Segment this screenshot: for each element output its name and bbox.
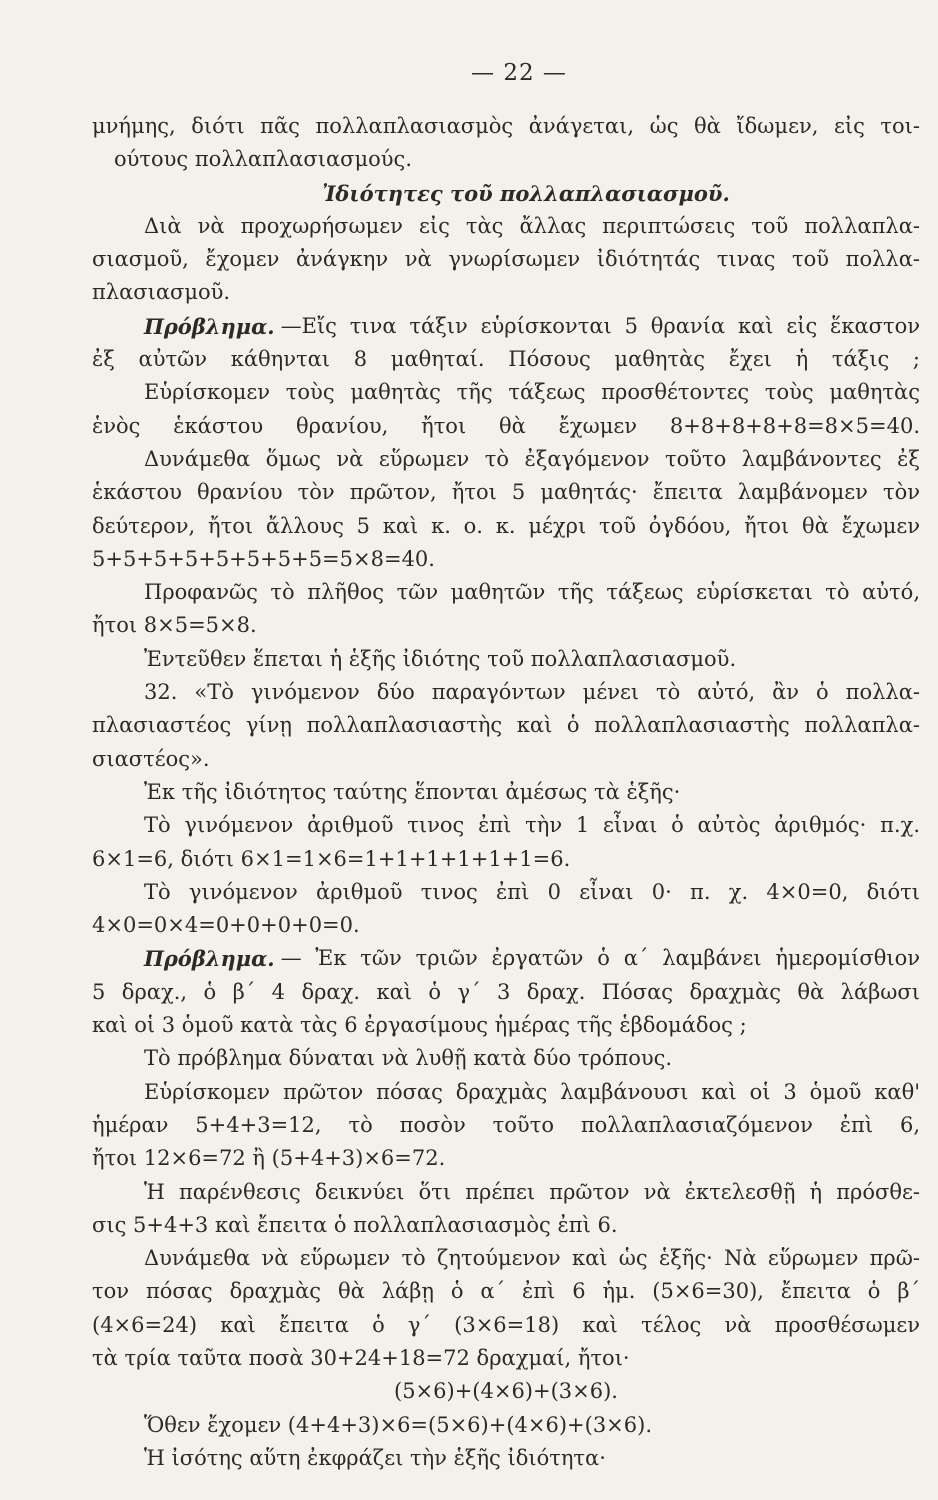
section-heading: Ἰδιότητες τοῦ πολλαπλασιασμοῦ. (322, 180, 730, 206)
text-line: Τὸ πρόβλημα δύναται νὰ λυθῇ κατὰ δύο τρόπους. (144, 1046, 673, 1071)
text-line: Ἡ ἰσότης αὕτη ἐκφράζει τὴν ἑξῆς ἰδιότητα· (144, 1445, 606, 1470)
text-line: καὶ οἱ 3 ὁμοῦ κατὰ τὰς 6 ἐργασίμους ἡμέρας τῆς ἑβδομάδος ; (92, 1013, 747, 1038)
text-line: Ἐντεῦθεν ἕπεται ἡ ἑξῆς ἰδιότης τοῦ πολλαπλασιασμοῦ. (144, 646, 737, 671)
equation-line: 5+5+5+5+5+5+5+5=5×8=40. (92, 546, 435, 571)
text-line: σιασμοῦ, ἔχομεν ἀνάγκην νὰ γνωρίσωμεν ἰδιότητάς τινας τοῦ πολλα- (92, 247, 920, 272)
equation-line: (5×6)+(4×6)+(3×6). (394, 1379, 618, 1404)
equation-line: Ὅθεν ἔχομεν (4+4+3)×6=(5×6)+(4×6)+(3×6). (144, 1412, 652, 1437)
text-line: Ἐκ τῆς ἰδιότητος ταύτης ἕπονται ἀμέσως τὰ ἑξῆς· (144, 779, 681, 804)
text-line: Εὑρίσκομεν τοὺς μαθητὰς τῆς τάξεως προσθέτοντες τοὺς μαθητὰς (144, 380, 920, 405)
text-line: πλασιασμοῦ. (92, 280, 231, 305)
page-number: — 22 — (471, 60, 567, 86)
problem-text: — Ἐκ τῶν τριῶν ἐργατῶν ὁ α΄ λαμβάνει ἡμερομίσθιον (280, 946, 920, 971)
text-line: Δυνάμεθα νὰ εὕρωμεν τὸ ζητούμενον καὶ ὡς ἑξῆς· Νὰ εὕρωμεν πρῶ- (144, 1246, 920, 1271)
rule-statement: πλασιαστέος γίνῃ πολλαπλασιαστὴς καὶ ὁ πολλαπλασιαστὴς πολλαπλα- (92, 713, 920, 738)
text-line: τον πόσας δραχμὰς θὰ λάβῃ ὁ α΄ ἐπὶ 6 ἡμ. (5×6=30), ἔπειτα ὁ β΄ (92, 1279, 920, 1304)
text-line: ἑνὸς ἑκάστου θρανίου, ἤτοι θὰ ἔχωμεν 8+8+8+8+8=8×5=40. (92, 413, 920, 438)
text-line: 5 δραχ., ὁ β΄ 4 δραχ. καὶ ὁ γ΄ 3 δραχ. Πόσας δραχμὰς θὰ λάβωσι (92, 979, 920, 1004)
equation-line: ἤτοι 8×5=5×8. (92, 613, 257, 638)
equation-line: ἤτοι 12×6=72 ἢ (5+4+3)×6=72. (92, 1146, 446, 1171)
text-line: ἑκάστου θρανίου τὸν πρῶτον, ἤτοι 5 μαθητάς· ἔπειτα λαμβάνομεν τὸν (92, 480, 920, 505)
rule-statement: 32. «Τὸ γινόμενον δύο παραγόντων μένει τὸ αὐτό, ἂν ὁ πολλα- (144, 680, 920, 705)
text-line: Δυνάμεθα ὅμως νὰ εὕρωμεν τὸ ἐξαγόμενον τοῦτο λαμβάνοντες ἐξ (144, 446, 920, 471)
text-line: Εὑρίσκομεν πρῶτον πόσας δραχμὰς λαμβάνουσι καὶ οἱ 3 ὁμοῦ καθ' (144, 1079, 920, 1104)
text-line: ούτους πολλαπλασιασμούς. (114, 147, 412, 172)
text-line: τὰ τρία ταῦτα ποσὰ 30+24+18=72 δραχμαί, ἤτοι· (92, 1345, 630, 1370)
text-line: Προφανῶς τὸ πλῆθος τῶν μαθητῶν τῆς τάξεως εὑρίσκεται τὸ αὐτό, (144, 580, 920, 605)
text-line: Ἡ παρένθεσις δεικνύει ὅτι πρέπει πρῶτον νὰ ἐκτελεσθῇ ἡ πρόσθε- (144, 1179, 920, 1204)
text-line: (4×6=24) καὶ ἔπειτα ὁ γ΄ (3×6=18) καὶ τέλος νὰ προσθέσωμεν (92, 1312, 920, 1337)
problem-label: Πρόβλημα. (144, 946, 275, 972)
rule-statement: σιαστέος». (92, 746, 210, 771)
equation-line: 4×0=0×4=0+0+0+0=0. (92, 913, 360, 938)
text-line: ἐξ αὐτῶν κάθηνται 8 μαθηταί. Πόσους μαθητὰς ἔχει ἡ τάξις ; (92, 347, 920, 372)
problem-line (92, 942, 920, 975)
text-line: ἡμέραν 5+4+3=12, τὸ ποσὸν τοῦτο πολλαπλασιαζόμενον ἐπὶ 6, (92, 1112, 920, 1137)
equation-line: 6×1=6, διότι 6×1=1×6=1+1+1+1+1+1=6. (92, 846, 571, 871)
text-line: Τὸ γινόμενον ἀριθμοῦ τινος ἐπὶ 0 εἶναι 0· π. χ. 4×0=0, διότι (144, 879, 920, 904)
problem-line (92, 310, 920, 343)
problem-label: Πρόβλημα. (144, 313, 275, 339)
text-line: σις 5+4+3 καὶ ἔπειτα ὁ πολλαπλασιασμὸς ἐπὶ 6. (92, 1212, 618, 1237)
text-line: μνήμης, διότι πᾶς πολλαπλασιασμὸς ἀνάγεται, ὡς θὰ ἴδωμεν, εἰς τοι- (92, 114, 920, 138)
page-text (92, 110, 920, 1475)
text-line: Τὸ γινόμενον ἀριθμοῦ τινος ἐπὶ τὴν 1 εἶναι ὁ αὐτὸς ἀριθμός· π.χ. (144, 813, 920, 838)
problem-text: —Εἴς τινα τάξιν εὑρίσκονται 5 θρανία καὶ εἰς ἕκαστον (280, 313, 920, 338)
text-line: δεύτερον, ἤτοι ἄλλους 5 καὶ κ. ο. κ. μέχρι τοῦ ὀγδόου, ἤτοι θὰ ἔχωμεν (92, 513, 920, 538)
text-line: Διὰ νὰ προχωρήσωμεν εἰς τὰς ἄλλας περιπτώσεις τοῦ πολλαπλα- (144, 213, 920, 238)
